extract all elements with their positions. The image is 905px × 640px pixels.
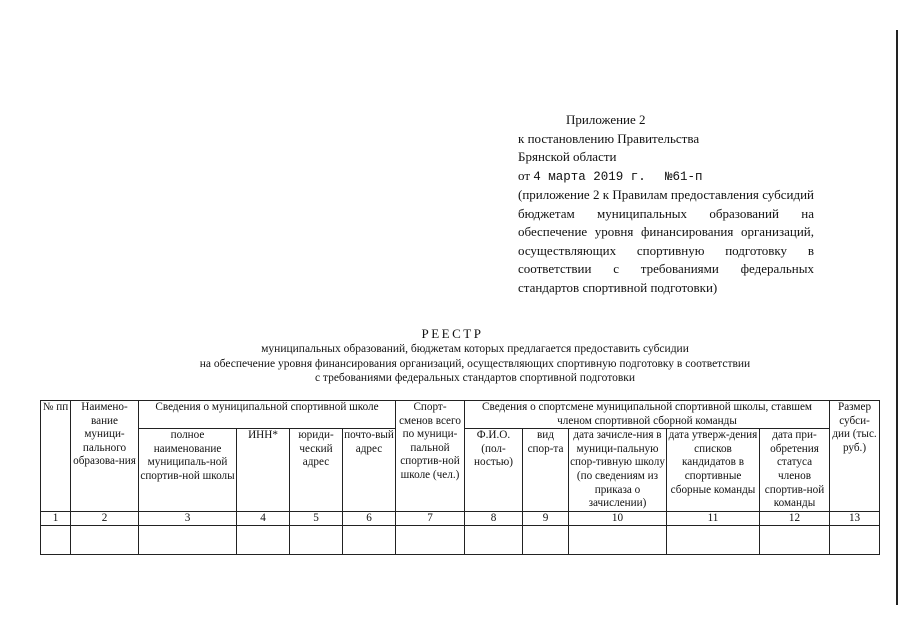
header-school-group: Сведения о муниципальной спортивной школе (139, 401, 396, 429)
appendix-title: Приложение 2 (566, 112, 646, 127)
registry-subtitle-line-2: на обеспечение уровня финансирования организаций, осуществляющих спортивную подготовку в соответствии (199, 357, 751, 370)
table-cell (523, 525, 569, 554)
table-cell (830, 525, 880, 554)
col-number: 13 (830, 511, 880, 525)
col-number: 10 (569, 511, 667, 525)
appendix-line-2: Брянской области (518, 149, 617, 164)
col-number: 1 (41, 511, 71, 525)
registry-subtitle-line-3: с требованиями федеральных стандартов спортивной подготовки (314, 372, 636, 385)
table-cell (569, 525, 667, 554)
appendix-note: (приложение 2 к Правилам предоставления субсидий бюджетам муниципальных образований на обеспечение уровня финансирования организаций, осуществляющих спортивную подготовку в соответствии с требованиями федеральных стандартов спортивной подготовки) (518, 187, 814, 295)
header-status-date: дата при-обретения статуса членов спортив-ной команды (760, 429, 830, 512)
table-header-row-1 (41, 401, 880, 429)
col-number: 12 (760, 511, 830, 525)
registry-title: РЕЕСТР (421, 326, 484, 341)
page-edge-line (896, 30, 898, 605)
decree-date: 4 марта 2019 г. (533, 169, 646, 184)
table-cell (290, 525, 343, 554)
header-school-name: полное наименование муниципаль-ной спортив-ной школы (139, 429, 237, 512)
col-number: 7 (396, 511, 465, 525)
col-number: 2 (71, 511, 139, 525)
table-cell (396, 525, 465, 554)
col-number: 4 (237, 511, 290, 525)
table-row (41, 525, 880, 554)
registry-subtitle (120, 342, 830, 386)
header-number: № пп (41, 401, 71, 512)
header-inn: ИНН* (237, 429, 290, 512)
col-number: 6 (343, 511, 396, 525)
header-fio: Ф.И.О. (пол-ностью) (465, 429, 523, 512)
table-cell (71, 525, 139, 554)
header-legal-address: юриди-ческий адрес (290, 429, 343, 512)
col-number: 11 (667, 511, 760, 525)
column-number-row (41, 511, 880, 525)
col-number: 5 (290, 511, 343, 525)
appendix-line-1: к постановлению Правительства (518, 130, 700, 146)
header-athlete-group: Сведения о спортсмене муниципальной спортивной школы, ставшем членом спортивной сборной команды (465, 401, 830, 429)
col-number: 9 (523, 511, 569, 525)
table-cell (760, 525, 830, 554)
header-municipality: Наимено-вание муници-пального образова-ния (71, 401, 139, 512)
header-subsidy: Размер субси-дии (тыс. руб.) (830, 401, 880, 512)
appendix-date-line (518, 167, 814, 187)
header-enroll-date: дата зачисле-ния в муници-пальную спор-тивную школу (по сведениям из приказа о зачислении) (569, 429, 667, 512)
table-cell (667, 525, 760, 554)
registry-subtitle-line-1: муниципальных образований, бюджетам которых предлагается предоставить субсидии (261, 343, 689, 355)
header-sport: вид спор-та (523, 429, 569, 512)
table-cell (139, 525, 237, 554)
decree-number: №61-п (665, 169, 703, 184)
table-cell (237, 525, 290, 554)
header-postal-address: почто-вый адрес (343, 429, 396, 512)
date-prefix: от (518, 167, 531, 183)
col-number: 8 (465, 511, 523, 525)
registry-table (40, 400, 880, 555)
table-cell (41, 525, 71, 554)
header-approval-date: дата утверж-дения списков кандидатов в спортивные сборные команды (667, 429, 760, 512)
table-cell (343, 525, 396, 554)
col-number: 3 (139, 511, 237, 525)
header-athletes-total: Спорт-сменов всего по муници-пальной спортив-ной школе (чел.) (396, 401, 465, 512)
table-cell (465, 525, 523, 554)
appendix-header (518, 111, 814, 297)
